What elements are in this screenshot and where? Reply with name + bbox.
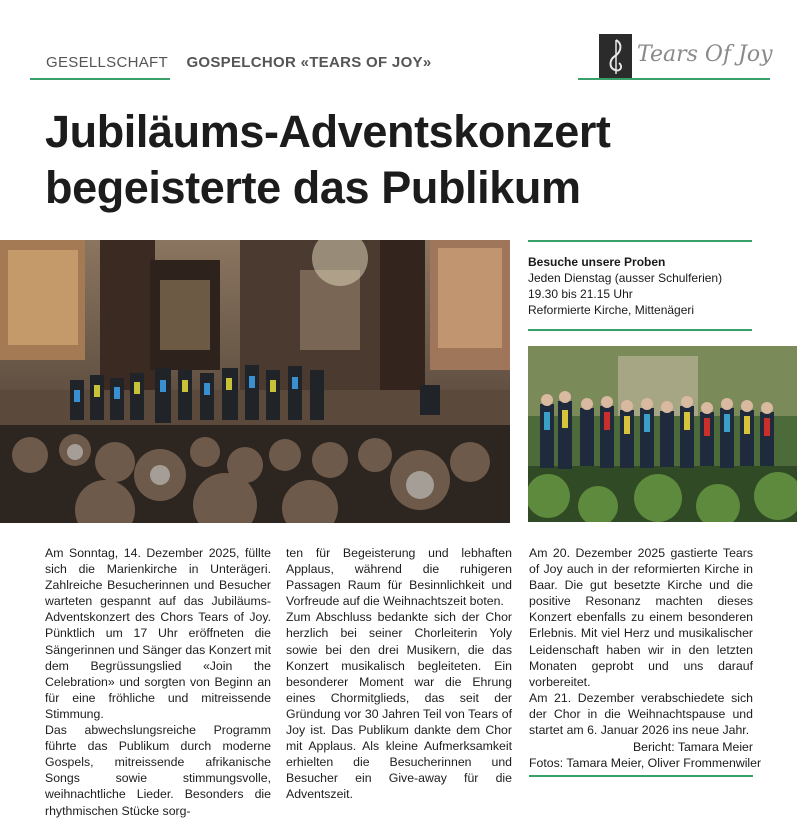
- kicker: [46, 54, 431, 71]
- category-label: GESELLSCHAFT: [46, 54, 168, 71]
- sidebar-location: Reformierte Kirche, Mittenägeri: [528, 303, 695, 317]
- sidebar-top-rule: [528, 240, 752, 242]
- clef-logo-icon: [599, 34, 632, 78]
- church-concert-photo: [0, 240, 510, 523]
- topic-label: GOSPELCHOR «TEARS OF JOY»: [186, 54, 432, 71]
- photo-credit: Fotos: Tamara Meier, Oliver Frommenwiler: [529, 756, 762, 770]
- article-paragraph: Am 21. Dezember verabschiedete sich der Chor in die Weihnachtspause und startet am 6. Januar 2026 ins neue Jahr.: [529, 690, 753, 738]
- top-rule: [30, 78, 170, 80]
- article-paragraph: Zum Abschluss bedankte sich der Chor herzlich bei seiner Chorleiterin Yoly sowie bei den drei Musikern, die das Konzert musikalisch begleiteten. Ein besonderer Moment war die Ehrung eines Chormitglieds, das seit der Gründung vor 30 Jahren Teil von Tears of Joy ist. Das Publikum dankte dem Chor mit Applaus. Als kleine Aufmerksamkeit erhielten die Besucherinnen und Besucher ein Give-away für die Adventszeit.: [286, 610, 512, 802]
- headline-line-2: begeisterte das Publikum: [45, 162, 581, 213]
- logo-rule: [578, 78, 770, 80]
- credits-rule: [529, 775, 753, 777]
- credits: [529, 739, 762, 777]
- headline-line-1: Jubiläums-Adventskonzert: [45, 106, 611, 157]
- article-paragraph: Das abwechslungsreiche Programm führte das Publikum durch moderne Gospels, mitreissende afrikanische Songs sowie stimmungsvolle, weihnachtliche Lieder. Besonders die rhythmischen Stücke sorg-: [45, 723, 271, 818]
- headline: [45, 104, 705, 216]
- logo-wordmark: Tears Of Joy: [637, 42, 773, 67]
- article-column-1: [45, 545, 271, 819]
- rehearsal-info-box: [528, 240, 752, 331]
- sidebar-schedule: Jeden Dienstag (ausser Schulferien): [528, 271, 723, 285]
- article-paragraph: Am 20. Dezember 2025 gastierte Tears of Joy auch in der reformierten Kirche in Baar. Die gut besetzte Kirche und die positive Resonanz machten dieses Konzert ebenfalls zu einem besonderen Erlebnis. Mit viel Herz und musikalischer Leidenschaft haben wir in den letzten Monaten geprobt und uns darauf vorbereitet.: [529, 546, 753, 689]
- choir-logo: [599, 34, 773, 78]
- sidebar-bottom-rule: [528, 329, 752, 331]
- article-paragraph: Am Sonntag, 14. Dezember 2025, füllte sich die Marienkirche in Unterägeri. Zahlreiche Besucherinnen und Besucher warteten gespannt auf das Jubiläums-Adventskonzert des Chors Tears of Joy. Pünktlich um 17 Uhr eröffneten die Sängerinnen und Sänger das Konzert mit dem Begrüssungslied «Join the Celebration» und sorgten von Beginn an für eine fröhliche und mitreissende Stimmung.: [45, 546, 271, 721]
- article-column-3: [529, 545, 753, 738]
- sidebar-title: Besuche unsere Proben: [528, 255, 666, 269]
- article-paragraph: ten für Begeisterung und lebhaften Applaus, während die ruhigeren Passagen Raum für Besinnlichkeit und Vorfreude auf die Weihnachtszeit boten.: [286, 546, 512, 609]
- sidebar-time: 19.30 bis 21.15 Uhr: [528, 287, 633, 301]
- article-column-2: [286, 545, 512, 803]
- choir-garden-photo: [528, 346, 797, 522]
- report-credit: Bericht: Tamara Meier: [632, 740, 753, 754]
